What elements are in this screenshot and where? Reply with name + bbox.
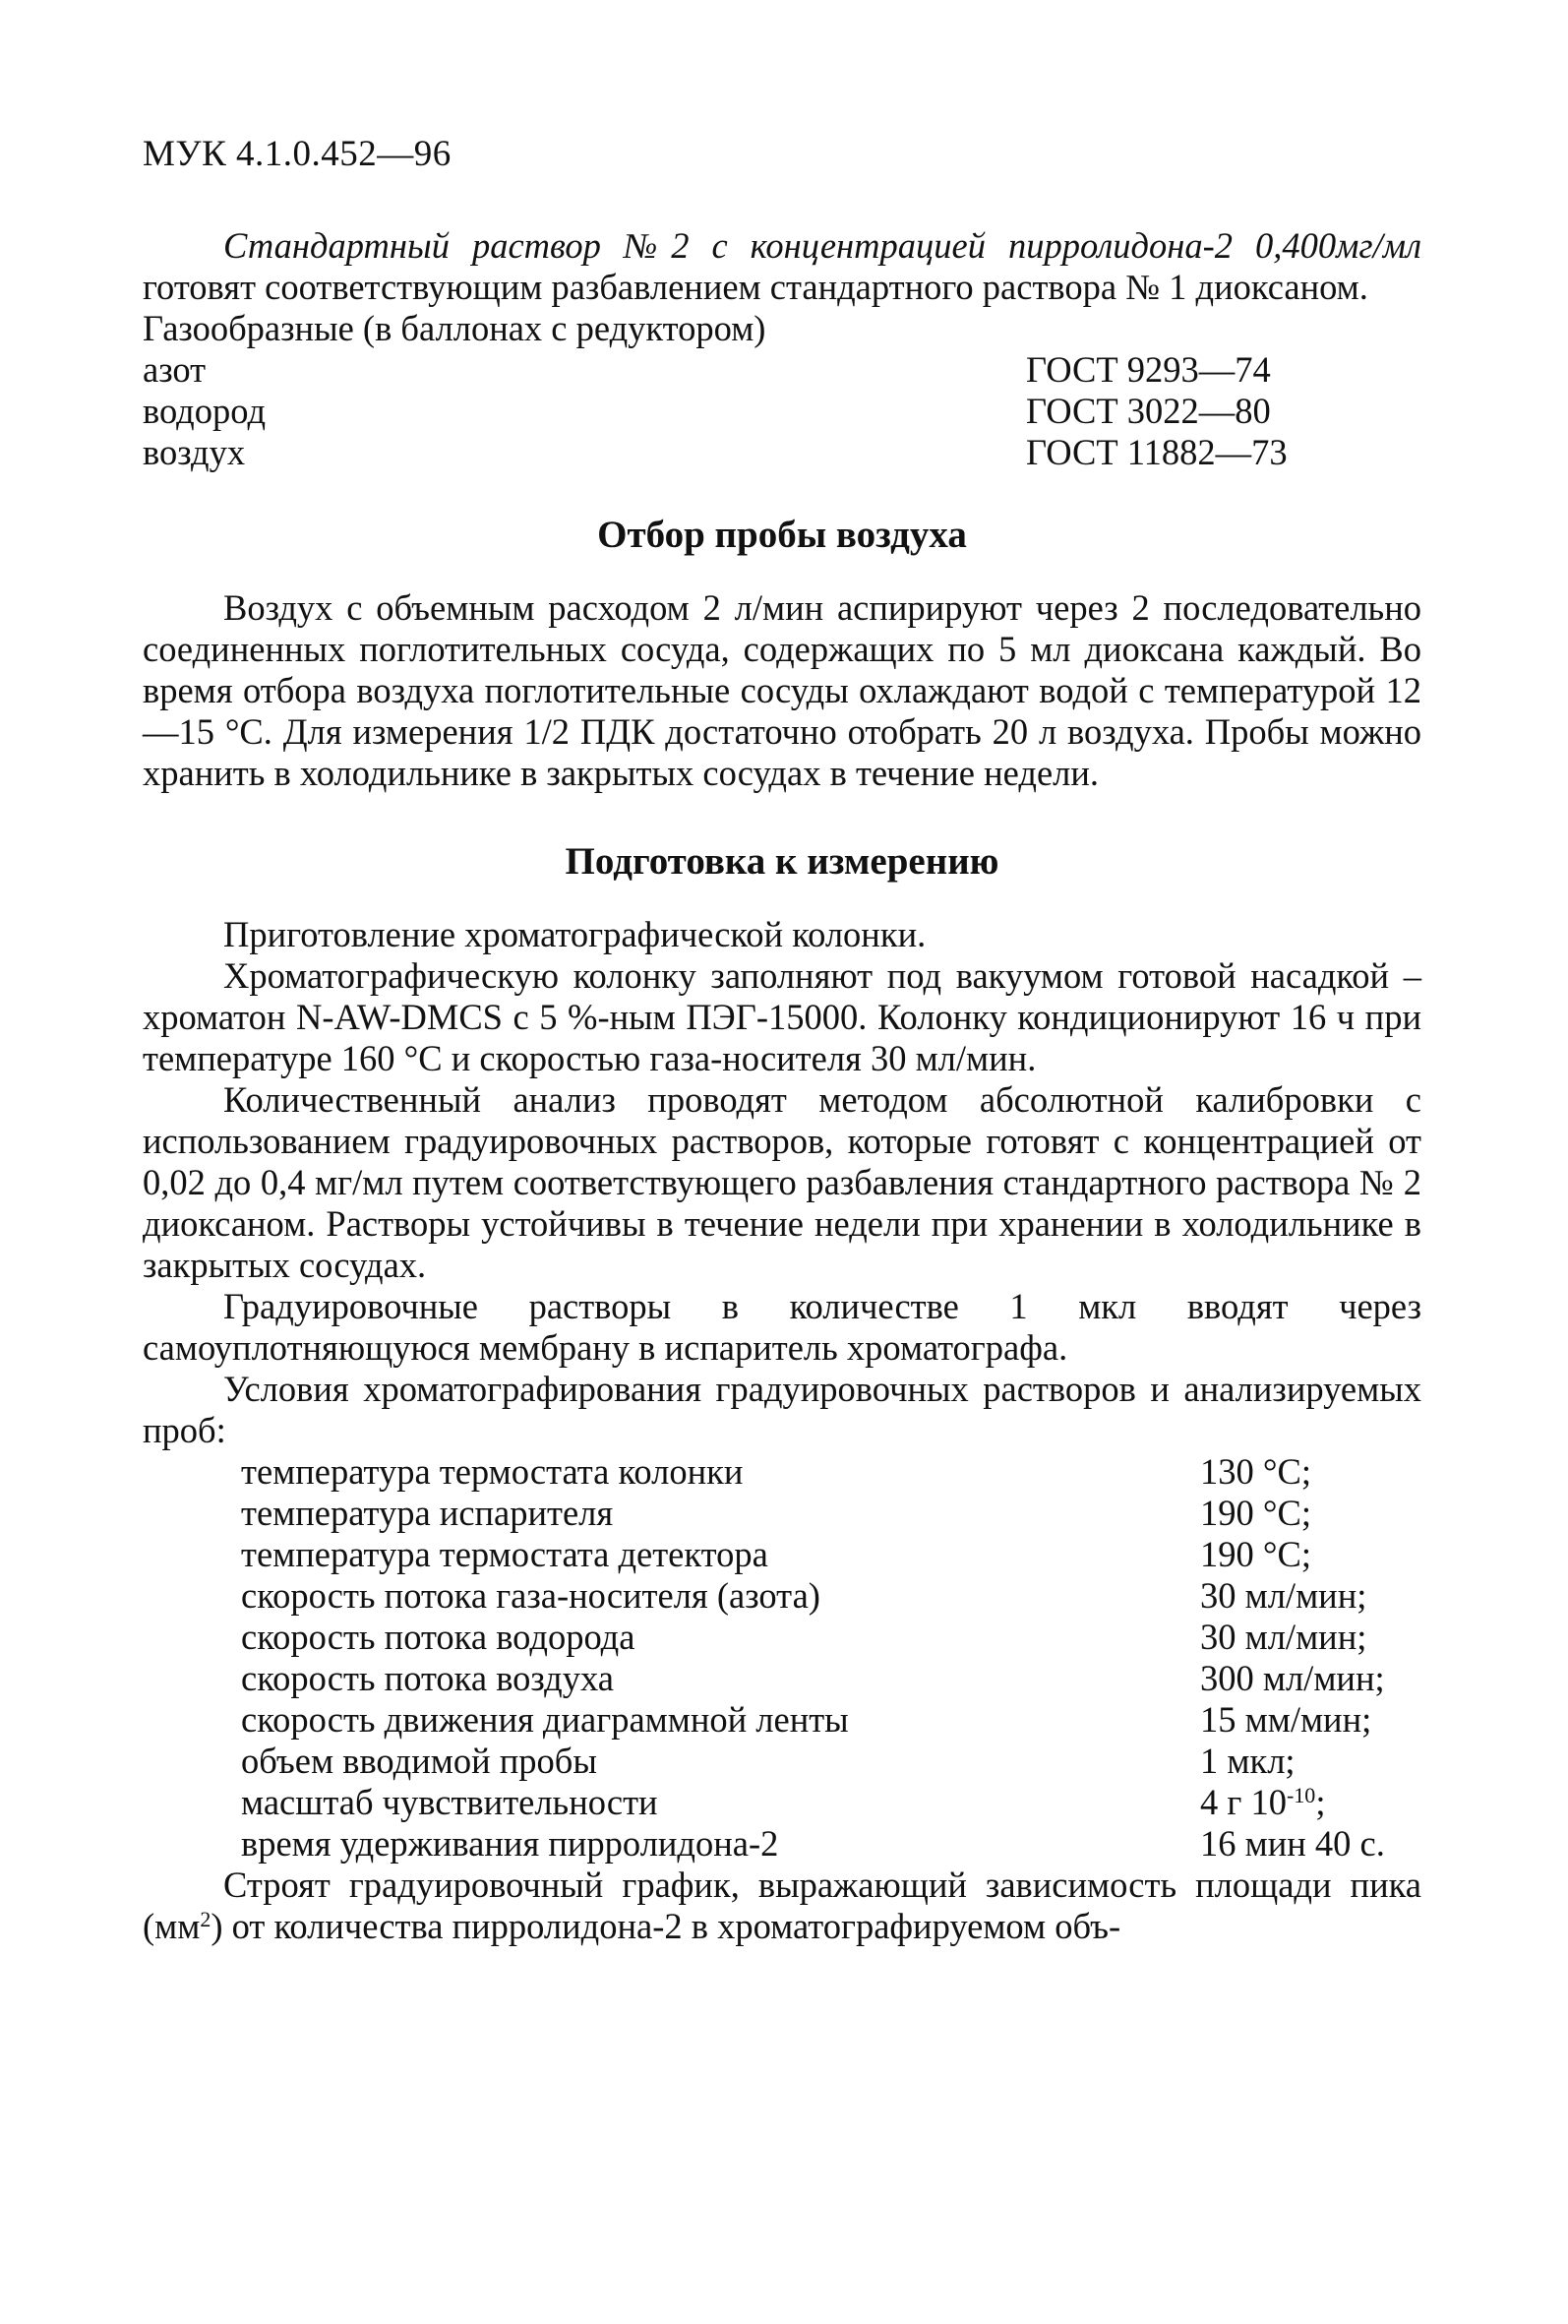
condition-value-scale: [1200, 1782, 1421, 1823]
gases-list: [143, 349, 1421, 473]
condition-value: 130 °С;: [1200, 1451, 1311, 1492]
gas-standard: ГОСТ 11882—73: [1026, 432, 1288, 472]
preparation-paragraph-4: Градуировочные растворы в количестве 1 мкл вводят через самоуплотняющуюся мембрану в испаритель хроматографа.: [143, 1286, 1421, 1368]
condition-value: 300 мл/мин;: [1200, 1658, 1385, 1698]
condition-value: 190 °С;: [1200, 1534, 1311, 1574]
scale-exponent: -10: [1286, 1783, 1316, 1807]
condition-row: [143, 1741, 1421, 1782]
condition-row: [143, 1493, 1421, 1534]
gas-row: [143, 349, 1421, 391]
condition-name: температура термостата колонки: [241, 1451, 744, 1492]
document-code: МУК 4.1.0.452—96: [143, 134, 452, 174]
calibration-text-b: ) от количества пирролидона-2 в хроматографируемом объ-: [211, 1906, 1121, 1946]
condition-value: 30 мл/мин;: [1200, 1617, 1367, 1657]
document-page: [143, 133, 1421, 1947]
gas-row: [143, 391, 1421, 432]
condition-row: [143, 1575, 1421, 1617]
condition-row: [143, 1617, 1421, 1658]
condition-value: 30 мл/мин;: [1200, 1575, 1367, 1616]
condition-row: [143, 1451, 1421, 1493]
preparation-paragraph-2: Хроматографическую колонку заполняют под вакуумом готовой насадкой – хроматон N-AW-DMCS с 5 %-ным ПЭГ-15000. Колонку кондиционируют 16 ч при температуре 160 °С и скоростью газа-носителя 30 мл/мин.: [143, 955, 1421, 1078]
condition-value: 15 мм/мин;: [1200, 1699, 1372, 1740]
preparation-paragraph-3: Количественный анализ проводят методом абсолютной калибровки с использованием градуировочных растворов, которые готовят с концентрацией от 0,02 до 0,4 мг/мл путем соответствующего разбавления стандартного раствора № 2 диоксаном. Растворы устойчивы в течение недели при хранении в холодильнике в закрытых сосудах.: [143, 1079, 1421, 1285]
section-heading-preparation: Подготовка к измерению: [565, 840, 999, 883]
preparation-paragraph-5: Условия хроматографирования градуировочных растворов и анализируемых проб:: [143, 1369, 1421, 1450]
calibration-paragraph: [143, 1865, 1421, 1947]
condition-name: масштаб чувствительности: [241, 1782, 658, 1822]
gas-name: водород: [143, 391, 267, 431]
condition-name: скорость потока водорода: [241, 1617, 635, 1657]
standard-solution-paragraph: [143, 225, 1421, 308]
condition-row: [143, 1658, 1421, 1699]
condition-value: 16 мин 40 с.: [1200, 1823, 1385, 1864]
condition-value: 190 °С;: [1200, 1493, 1311, 1533]
gas-row: [143, 432, 1421, 473]
condition-name: температура термостата детектора: [241, 1534, 768, 1574]
condition-value: 1 мкл;: [1200, 1741, 1296, 1781]
scale-end: ;: [1315, 1782, 1326, 1822]
gas-name: азот: [143, 349, 207, 390]
gas-standard: ГОСТ 3022—80: [1026, 391, 1271, 431]
condition-row-retention: [143, 1823, 1421, 1865]
gas-standard: ГОСТ 9293—74: [1026, 349, 1271, 390]
condition-name: температура испарителя: [241, 1493, 614, 1533]
gases-title: Газообразные (в баллонах с редуктором): [143, 308, 766, 348]
condition-row: [143, 1534, 1421, 1575]
standard-solution-italic: Стандартный раствор №2 с концентрацией пирролидона-2 0,400мг/мл: [223, 225, 1421, 266]
calibration-text-a: Строят градуировочный график, выражающий зависимость площади пика (мм: [143, 1865, 1421, 1946]
condition-name: время удерживания пирролидона-2: [241, 1823, 779, 1864]
condition-name: скорость потока газа-носителя (азота): [241, 1575, 820, 1616]
gas-name: воздух: [143, 432, 246, 472]
scale-base: 4 г 10: [1200, 1782, 1287, 1822]
conditions-list: [143, 1451, 1421, 1865]
condition-name: скорость движения диаграммной ленты: [241, 1699, 849, 1740]
condition-row: [143, 1699, 1421, 1741]
condition-row-scale: [143, 1782, 1421, 1823]
sampling-paragraph: Воздух с объемным расходом 2 л/мин аспирируют через 2 последовательно соединенных поглотительных сосуда, содержащих по 5 мл диоксана каждый. Во время отбора воздуха поглотительные сосуды охлаждают водой с температурой 12—15 °С. Для измерения 1/2 ПДК достаточно отобрать 20 л воздуха. Пробы можно хранить в холодильнике в закрытых сосудах в течение недели.: [143, 587, 1421, 793]
condition-name: объем вводимой пробы: [241, 1741, 597, 1781]
condition-name: скорость потока воздуха: [241, 1658, 614, 1698]
standard-solution-rest: готовят соответствующим разбавлением стандартного раствора № 1 диоксаном.: [143, 267, 1368, 307]
section-heading-sampling: Отбор пробы воздуха: [597, 514, 967, 556]
preparation-paragraph-1: Приготовление хроматографической колонки.: [223, 914, 927, 954]
calibration-superscript: 2: [200, 1907, 211, 1931]
